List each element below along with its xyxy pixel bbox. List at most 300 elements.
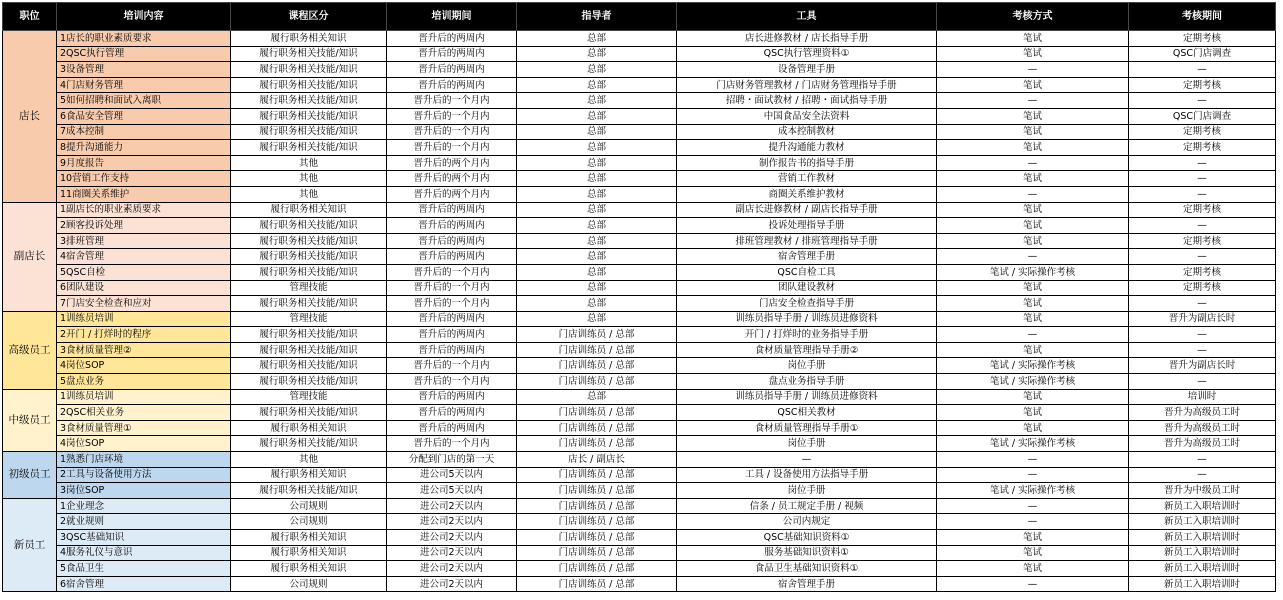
period-cell: 晋升后的两周内 [387,389,517,405]
table-row [3,436,1276,452]
assessment-method-cell: 笔试 [937,77,1129,93]
course-type-cell: 管理技能 [231,389,387,405]
course-type-cell: 公司规则 [231,514,387,530]
assessment-method-cell: — [937,155,1129,171]
period-cell: 晋升后的两周内 [387,31,517,47]
period-cell: 晋升后的两周内 [387,202,517,218]
period-cell: 进公司2天以内 [387,498,517,514]
header-row [3,3,1276,31]
table-row [3,202,1276,218]
content-cell: 1熟悉门店环境 [57,452,231,468]
period-cell: 晋升后的两周内 [387,62,517,78]
course-type-cell: 其他 [231,155,387,171]
assessment-period-cell: — [1129,249,1276,265]
period-cell: 晋升后的两周内 [387,46,517,62]
course-type-cell: 履行职务相关知识 [231,202,387,218]
tools-cell: 团队建设教材 [677,280,937,296]
course-type-cell: 其他 [231,171,387,187]
tools-cell: 商圈关系维护教材 [677,186,937,202]
assessment-period-cell: 定期考核 [1129,264,1276,280]
assessment-method-cell: 笔试 [937,342,1129,358]
assessment-method-cell: 笔试 / 实际操作考核 [937,264,1129,280]
header-assessment-method: 考核方式 [937,3,1129,31]
course-type-cell: 履行职务相关技能/知识 [231,342,387,358]
tools-cell: 成本控制教材 [677,124,937,140]
assessment-method-cell: — [937,186,1129,202]
assessment-period-cell: 定期考核 [1129,202,1276,218]
table-row [3,405,1276,421]
instructor-cell: 总部 [517,46,677,62]
assessment-method-cell: 笔试 [937,311,1129,327]
period-cell: 晋升后的一个月内 [387,374,517,390]
period-cell: 进公司2天以内 [387,514,517,530]
assessment-period-cell: 晋升为高级员工时 [1129,420,1276,436]
instructor-cell: 门店训练员 / 总部 [517,467,677,483]
table-row [3,233,1276,249]
assessment-method-cell: 笔试 / 实际操作考核 [937,483,1129,499]
table-row [3,561,1276,577]
instructor-cell: 门店训练员 / 总部 [517,405,677,421]
assessment-period-cell: 新员工入职培训时 [1129,530,1276,546]
tools-cell: 开门 / 打烊时的业务指导手册 [677,327,937,343]
period-cell: 进公司2天以内 [387,530,517,546]
assessment-method-cell: — [937,467,1129,483]
instructor-cell: 总部 [517,280,677,296]
tools-cell: 食材质量管理指导手册① [677,420,937,436]
instructor-cell: 总部 [517,218,677,234]
position-cell: 店长 [3,31,57,203]
course-type-cell: 履行职务相关知识 [231,31,387,47]
tools-cell: 宿舍管理手册 [677,249,937,265]
content-cell: 6食品安全管理 [57,108,231,124]
period-cell: 分配到门店的第一天 [387,452,517,468]
course-type-cell: 履行职务相关技能/知识 [231,218,387,234]
tools-cell: 食材质量管理指导手册② [677,342,937,358]
assessment-period-cell: 定期考核 [1129,140,1276,156]
course-type-cell: 履行职务相关知识 [231,530,387,546]
instructor-cell: 总部 [517,249,677,265]
table-row [3,358,1276,374]
period-cell: 晋升后的两周内 [387,311,517,327]
content-cell: 2QSC执行管理 [57,46,231,62]
course-type-cell: 履行职务相关知识 [231,420,387,436]
instructor-cell: 总部 [517,93,677,109]
assessment-method-cell: 笔试 [937,46,1129,62]
training-table [2,2,1276,592]
content-cell: 1训练员培训 [57,311,231,327]
course-type-cell: 履行职务相关技能/知识 [231,358,387,374]
tools-cell: 岗位手册 [677,358,937,374]
content-cell: 7成本控制 [57,124,231,140]
table-row [3,452,1276,468]
assessment-period-cell: 定期考核 [1129,77,1276,93]
period-cell: 晋升后的两周内 [387,77,517,93]
table-row [3,545,1276,561]
instructor-cell: 总部 [517,296,677,312]
course-type-cell: 履行职务相关技能/知识 [231,483,387,499]
assessment-period-cell: — [1129,467,1276,483]
tools-cell: 投诉处理指导手册 [677,218,937,234]
instructor-cell: 总部 [517,264,677,280]
tools-cell: 训练员指导手册 / 训练员进修资料 [677,389,937,405]
course-type-cell: 履行职务相关技能/知识 [231,124,387,140]
assessment-period-cell: 定期考核 [1129,31,1276,47]
content-cell: 3岗位SOP [57,483,231,499]
content-cell: 4岗位SOP [57,436,231,452]
assessment-period-cell: 定期考核 [1129,233,1276,249]
content-cell: 4门店财务管理 [57,77,231,93]
table-row [3,93,1276,109]
instructor-cell: 总部 [517,62,677,78]
table-row [3,374,1276,390]
content-cell: 2就业规则 [57,514,231,530]
period-cell: 进公司2天以内 [387,576,517,592]
table-row [3,155,1276,171]
table-row [3,514,1276,530]
course-type-cell: 履行职务相关技能/知识 [231,296,387,312]
instructor-cell: 门店训练员 / 总部 [517,327,677,343]
assessment-method-cell: 笔试 [937,389,1129,405]
period-cell: 晋升后的两周内 [387,342,517,358]
table-row [3,140,1276,156]
period-cell: 晋升后的一个月内 [387,108,517,124]
tools-cell: — [677,452,937,468]
header-instructor: 指导者 [517,3,677,31]
tools-cell: QSC执行管理资料① [677,46,937,62]
assessment-period-cell: — [1129,93,1276,109]
period-cell: 晋升后的一个月内 [387,140,517,156]
instructor-cell: 总部 [517,140,677,156]
assessment-period-cell: 新员工入职培训时 [1129,514,1276,530]
assessment-period-cell: 晋升为副店长时 [1129,358,1276,374]
course-type-cell: 履行职务相关技能/知识 [231,108,387,124]
table-row [3,124,1276,140]
content-cell: 1副店长的职业素质要求 [57,202,231,218]
period-cell: 进公司2天以内 [387,561,517,577]
table-row [3,498,1276,514]
period-cell: 晋升后的一个月内 [387,124,517,140]
tools-cell: 岗位手册 [677,483,937,499]
instructor-cell: 门店训练员 / 总部 [517,545,677,561]
instructor-cell: 门店训练员 / 总部 [517,342,677,358]
assessment-method-cell: 笔试 [937,233,1129,249]
instructor-cell: 店长 / 副店长 [517,452,677,468]
period-cell: 晋升后的一个月内 [387,358,517,374]
header-period: 培训期间 [387,3,517,31]
content-cell: 2QSC相关业务 [57,405,231,421]
instructor-cell: 门店训练员 / 总部 [517,358,677,374]
tools-cell: 岗位手册 [677,436,937,452]
instructor-cell: 门店训练员 / 总部 [517,514,677,530]
header-course-type: 课程区分 [231,3,387,31]
instructor-cell: 总部 [517,186,677,202]
table-row [3,46,1276,62]
content-cell: 11商圈关系维护 [57,186,231,202]
content-cell: 7门店安全检查和应对 [57,296,231,312]
assessment-method-cell: 笔试 / 实际操作考核 [937,374,1129,390]
assessment-method-cell: — [937,93,1129,109]
instructor-cell: 总部 [517,108,677,124]
content-cell: 5食品卫生 [57,561,231,577]
assessment-method-cell: 笔试 [937,171,1129,187]
table-row [3,483,1276,499]
content-cell: 1店长的职业素质要求 [57,31,231,47]
tools-cell: 招聘・面试教材 / 招聘・面试指导手册 [677,93,937,109]
content-cell: 3QSC基础知识 [57,530,231,546]
assessment-period-cell: 新员工入职培训时 [1129,561,1276,577]
course-type-cell: 其他 [231,452,387,468]
course-type-cell: 履行职务相关技能/知识 [231,249,387,265]
content-cell: 1企业理念 [57,498,231,514]
assessment-method-cell: — [937,62,1129,78]
assessment-method-cell: 笔试 [937,140,1129,156]
course-type-cell: 履行职务相关技能/知识 [231,46,387,62]
content-cell: 6宿舍管理 [57,576,231,592]
tools-cell: 店长进修教材 / 店长指导手册 [677,31,937,47]
content-cell: 1训练员培训 [57,389,231,405]
period-cell: 晋升后的两周内 [387,233,517,249]
course-type-cell: 履行职务相关技能/知识 [231,436,387,452]
tools-cell: 副店长进修教材 / 副店长指导手册 [677,202,937,218]
instructor-cell: 总部 [517,31,677,47]
course-type-cell: 履行职务相关技能/知识 [231,93,387,109]
course-type-cell: 履行职务相关知识 [231,467,387,483]
table-row [3,186,1276,202]
course-type-cell: 履行职务相关技能/知识 [231,62,387,78]
content-cell: 5如何招聘和面试入离职 [57,93,231,109]
position-cell: 高级员工 [3,311,57,389]
period-cell: 晋升后的一个月内 [387,296,517,312]
tools-cell: 提升沟通能力教材 [677,140,937,156]
assessment-period-cell: 新员工入职培训时 [1129,498,1276,514]
tools-cell: 盘点业务指导手册 [677,374,937,390]
content-cell: 8提升沟通能力 [57,140,231,156]
course-type-cell: 管理技能 [231,311,387,327]
assessment-method-cell: — [937,452,1129,468]
period-cell: 晋升后的两个月内 [387,171,517,187]
assessment-method-cell: 笔试 / 实际操作考核 [937,358,1129,374]
header-content: 培训内容 [57,3,231,31]
assessment-method-cell: 笔试 [937,124,1129,140]
instructor-cell: 总部 [517,171,677,187]
position-cell: 初级员工 [3,452,57,499]
table-row [3,342,1276,358]
content-cell: 10营销工作支持 [57,171,231,187]
tools-cell: QSC自检工具 [677,264,937,280]
table-row [3,576,1276,592]
assessment-period-cell: 定期考核 [1129,280,1276,296]
position-cell: 新员工 [3,498,57,592]
assessment-period-cell: 定期考核 [1129,124,1276,140]
table-row [3,62,1276,78]
assessment-period-cell: — [1129,218,1276,234]
assessment-method-cell: 笔试 [937,218,1129,234]
assessment-period-cell: 新员工入职培训时 [1129,576,1276,592]
tools-cell: 制作报告书的指导手册 [677,155,937,171]
assessment-method-cell: 笔试 [937,296,1129,312]
header-position: 职位 [3,3,57,31]
assessment-period-cell: — [1129,296,1276,312]
instructor-cell: 门店训练员 / 总部 [517,530,677,546]
course-type-cell: 履行职务相关技能/知识 [231,140,387,156]
assessment-method-cell: 笔试 [937,108,1129,124]
table-body [3,31,1276,592]
table-row [3,311,1276,327]
table-row [3,218,1276,234]
table-row [3,264,1276,280]
assessment-method-cell: 笔试 [937,530,1129,546]
content-cell: 2工具与设备使用方法 [57,467,231,483]
content-cell: 4服务礼仪与意识 [57,545,231,561]
content-cell: 5QSC自检 [57,264,231,280]
tools-cell: 中国食品安全法资料 [677,108,937,124]
content-cell: 3排班管理 [57,233,231,249]
tools-cell: 食品卫生基础知识资料① [677,561,937,577]
instructor-cell: 总部 [517,233,677,249]
period-cell: 晋升后的两周内 [387,405,517,421]
tools-cell: QSC基础知识资料① [677,530,937,546]
tools-cell: 宿舍管理手册 [677,576,937,592]
period-cell: 晋升后的两周内 [387,218,517,234]
table-row [3,280,1276,296]
header-assessment-period: 考核期间 [1129,3,1276,31]
period-cell: 进公司5天以内 [387,483,517,499]
course-type-cell: 履行职务相关知识 [231,545,387,561]
period-cell: 晋升后的两个月内 [387,186,517,202]
assessment-period-cell: — [1129,171,1276,187]
content-cell: 3食材质量管理① [57,420,231,436]
period-cell: 晋升后的一个月内 [387,436,517,452]
instructor-cell: 门店训练员 / 总部 [517,498,677,514]
table-row [3,327,1276,343]
assessment-period-cell: — [1129,62,1276,78]
period-cell: 晋升后的两周内 [387,249,517,265]
table-row [3,77,1276,93]
assessment-method-cell: 笔试 [937,202,1129,218]
assessment-period-cell: 晋升为高级员工时 [1129,405,1276,421]
instructor-cell: 门店训练员 / 总部 [517,483,677,499]
tools-cell: 门店财务管理教材 / 门店财务管理指导手册 [677,77,937,93]
assessment-method-cell: — [937,498,1129,514]
instructor-cell: 门店训练员 / 总部 [517,576,677,592]
assessment-period-cell: 晋升为中级员工时 [1129,483,1276,499]
table-row [3,108,1276,124]
course-type-cell: 履行职务相关技能/知识 [231,327,387,343]
content-cell: 2顾客投诉处理 [57,218,231,234]
course-type-cell: 履行职务相关技能/知识 [231,77,387,93]
tools-cell: 设备管理手册 [677,62,937,78]
period-cell: 进公司5天以内 [387,467,517,483]
assessment-period-cell: — [1129,155,1276,171]
instructor-cell: 门店训练员 / 总部 [517,420,677,436]
period-cell: 晋升后的一个月内 [387,93,517,109]
assessment-period-cell: QSC门店调查 [1129,46,1276,62]
table-row [3,296,1276,312]
instructor-cell: 门店训练员 / 总部 [517,374,677,390]
assessment-period-cell: 晋升为副店长时 [1129,311,1276,327]
tools-cell: 训练员指导手册 / 训练员进修资料 [677,311,937,327]
tools-cell: 服务基础知识资料① [677,545,937,561]
assessment-period-cell: — [1129,342,1276,358]
period-cell: 晋升后的两个月内 [387,155,517,171]
table-row [3,389,1276,405]
assessment-method-cell: 笔试 [937,31,1129,47]
position-cell: 副店长 [3,202,57,311]
period-cell: 晋升后的两周内 [387,420,517,436]
content-cell: 9月度报告 [57,155,231,171]
tools-cell: 信条 / 员工规定手册 / 视频 [677,498,937,514]
period-cell: 晋升后的一个月内 [387,264,517,280]
assessment-period-cell: 培训时 [1129,389,1276,405]
table-row [3,530,1276,546]
table-row [3,467,1276,483]
instructor-cell: 总部 [517,311,677,327]
position-cell: 中级员工 [3,389,57,451]
assessment-period-cell: QSC门店调查 [1129,108,1276,124]
instructor-cell: 总部 [517,77,677,93]
assessment-method-cell: — [937,576,1129,592]
assessment-period-cell: — [1129,186,1276,202]
course-type-cell: 履行职务相关技能/知识 [231,405,387,421]
instructor-cell: 总部 [517,124,677,140]
table-row [3,31,1276,47]
tools-cell: 工具 / 设备使用方法指导手册 [677,467,937,483]
course-type-cell: 履行职务相关知识 [231,561,387,577]
instructor-cell: 总部 [517,202,677,218]
assessment-method-cell: 笔试 [937,405,1129,421]
header-tools: 工具 [677,3,937,31]
content-cell: 4宿舍管理 [57,249,231,265]
assessment-period-cell: — [1129,327,1276,343]
instructor-cell: 总部 [517,155,677,171]
assessment-period-cell: — [1129,374,1276,390]
course-type-cell: 履行职务相关技能/知识 [231,374,387,390]
period-cell: 进公司2天以内 [387,545,517,561]
table-row [3,420,1276,436]
tools-cell: 排班管理教材 / 排班管理指导手册 [677,233,937,249]
assessment-method-cell: 笔试 [937,420,1129,436]
content-cell: 3设备管理 [57,62,231,78]
course-type-cell: 公司规则 [231,498,387,514]
assessment-method-cell: 笔试 [937,561,1129,577]
period-cell: 晋升后的一个月内 [387,280,517,296]
tools-cell: 公司内规定 [677,514,937,530]
tools-cell: 营销工作教材 [677,171,937,187]
course-type-cell: 管理技能 [231,280,387,296]
table-row [3,249,1276,265]
content-cell: 4岗位SOP [57,358,231,374]
period-cell: 晋升后的两周内 [387,327,517,343]
content-cell: 5盘点业务 [57,374,231,390]
instructor-cell: 门店训练员 / 总部 [517,436,677,452]
assessment-method-cell: — [937,327,1129,343]
course-type-cell: 履行职务相关技能/知识 [231,233,387,249]
assessment-method-cell: 笔试 [937,545,1129,561]
assessment-method-cell: 笔试 [937,280,1129,296]
course-type-cell: 其他 [231,186,387,202]
assessment-method-cell: — [937,514,1129,530]
assessment-method-cell: 笔试 / 实际操作考核 [937,436,1129,452]
assessment-period-cell: 晋升为高级员工时 [1129,436,1276,452]
assessment-period-cell: — [1129,452,1276,468]
content-cell: 3食材质量管理② [57,342,231,358]
tools-cell: 门店安全检查指导手册 [677,296,937,312]
tools-cell: QSC相关教材 [677,405,937,421]
assessment-period-cell: 新员工入职培训时 [1129,545,1276,561]
assessment-method-cell: — [937,249,1129,265]
course-type-cell: 公司规则 [231,576,387,592]
instructor-cell: 门店训练员 / 总部 [517,561,677,577]
